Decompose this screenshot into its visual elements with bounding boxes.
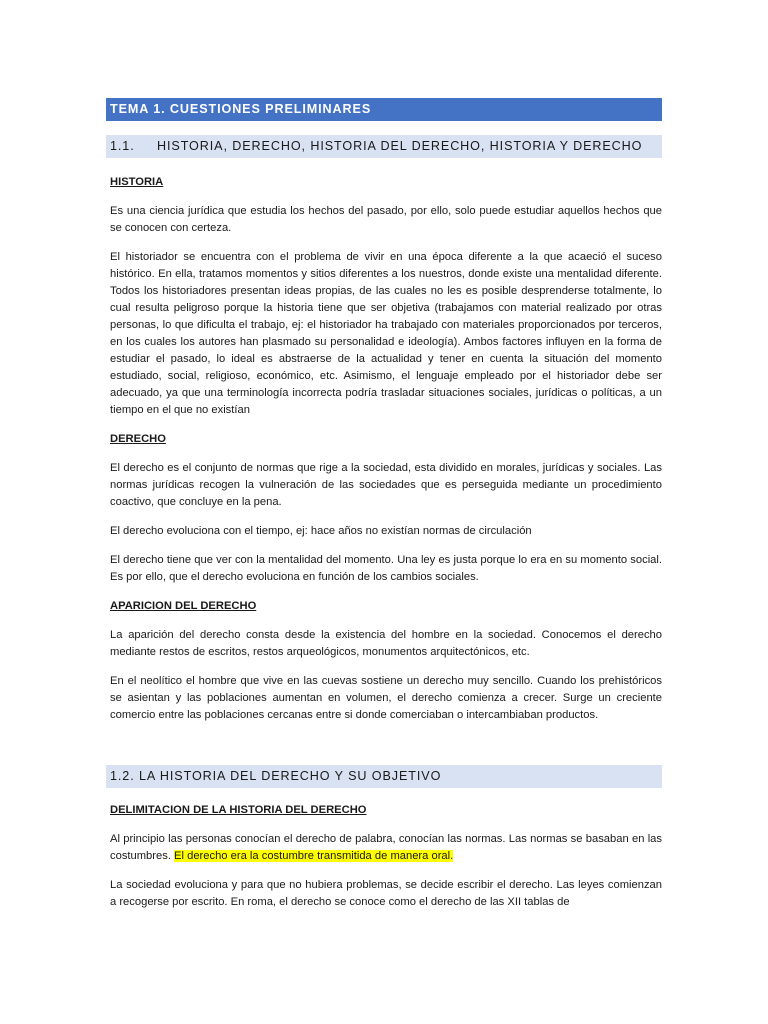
delimitacion-label: DELIMITACION DE LA HISTORIA DEL DERECHO	[110, 804, 367, 816]
aparicion-paragraph-1: La aparición del derecho consta desde la existencia del hombre en la sociedad. Conocemos el derecho mediante restos de escritos, restos arqueológicos, monumentos arquitectónicos, etc.	[110, 629, 662, 658]
derecho-paragraph-1: El derecho es el conjunto de normas que rige a la sociedad, esta dividido en morales, jurídicas y sociales. Las normas jurídicas recogen la vulneración de las sociedades que es perseguida mediante un procedimiento coactivo, que concluye en la pena.	[110, 462, 662, 508]
highlighted-text: El derecho era la costumbre transmitida de manera oral.	[174, 850, 454, 862]
aparicion-paragraph-2: En el neolítico el hombre que vive en las cuevas sostiene un derecho muy sencillo. Cuando los prehistóricos se asientan y las poblaciones aumentan en volumen, el derecho comienza a crecer. Surge un creciente comercio entre las poblaciones cercanas entre si donde comerciaban o intercambiaban productos.	[110, 675, 662, 721]
historia-label: HISTORIA	[110, 176, 164, 188]
delimitacion-paragraph-2: La sociedad evoluciona y para que no hubiera problemas, se decide escribir el derecho. Las leyes comienzan a recogerse por escrito. En roma, el derecho se conoce como el derecho de las XII tablas de	[110, 879, 662, 908]
tema1-heading: TEMA 1. CUESTIONES PRELIMINARES	[106, 98, 662, 121]
delimitacion-paragraph-1	[106, 831, 662, 865]
historia-paragraph-1: Es una ciencia jurídica que estudia los hechos del pasado, por ello, solo puede estudiar aquellos hechos que se conocen con certeza.	[110, 205, 662, 234]
derecho-label: DERECHO	[110, 433, 166, 445]
document-page	[106, 98, 662, 911]
section-1-1-heading	[106, 135, 662, 158]
section-1-2-heading: 1.2. LA HISTORIA DEL DERECHO Y SU OBJETIVO	[106, 765, 662, 788]
derecho-paragraph-2: El derecho evoluciona con el tiempo, ej: hace años no existían normas de circulación	[110, 525, 532, 537]
section-1-1-number: 1.1.	[110, 139, 135, 153]
derecho-paragraph-3: El derecho tiene que ver con la mentalidad del momento. Una ley es justa porque lo era en su momento social. Es por ello, que el derecho evoluciona en función de los cambios sociales.	[110, 554, 662, 583]
aparicion-label: APARICION DEL DERECHO	[110, 600, 257, 612]
section-1-1-title: HISTORIA, DERECHO, HISTORIA DEL DERECHO, HISTORIA Y DERECHO	[157, 139, 643, 153]
delimitacion-paragraph-1-text: Al principio las personas conocían el derecho de palabra, conocían las normas. Las normas se basaban en las costumbres.	[110, 833, 662, 862]
historia-paragraph-2: El historiador se encuentra con el problema de vivir en una época diferente a la que acaeció el suceso histórico. En ella, tratamos momentos y sitios diferentes a los nuestros, donde existe una mentalidad diferente. Todos los historiadores presentan ideas propias, de las cuales no les es posible desprenderse totalmente, lo cual resulta peligroso porque la historia tiene que ser objetiva (trabajamos con material realizado por otras personas, lo que dificulta el trabajo, ej: el historiador ha trabajado con materiales proporcionados por terceros, en los cuales los autores han plasmado su personalidad e ideología). Ambos factores influyen en la forma de estudiar el pasado, lo ideal es abstraerse de la actualidad y tener en cuenta la situación del momento estudiado, social, religioso, económico, etc. Asimismo, el lenguaje empleado por el historiador debe ser adecuado, ya que una terminología incorrecta podría trasladar situaciones sociales, jurídicas o políticas, a un tiempo en el que no existían	[110, 251, 662, 416]
